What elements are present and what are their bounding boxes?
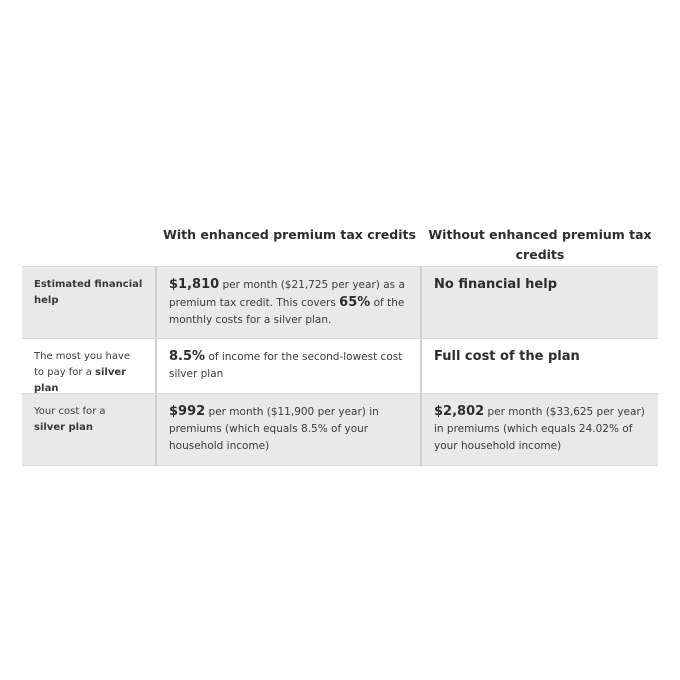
table-header-row xyxy=(22,222,658,266)
with-text-a: per month ($21,725 per year) as a premium tax credit. This covers xyxy=(169,279,405,309)
with-percent: 65% xyxy=(339,295,371,310)
row-label xyxy=(22,339,157,393)
cell-without-credits xyxy=(422,267,658,338)
with-text-a: per month ($11,900 per year) in premiums (which equals 8.5% of your household income) xyxy=(169,406,379,452)
row-label-bold: silver plan xyxy=(34,367,127,394)
header-without-credits: Without enhanced premium tax credits xyxy=(428,227,652,262)
with-amount: $992 xyxy=(169,404,206,419)
cell-without-credits xyxy=(422,339,658,393)
cell-with-credits xyxy=(157,339,422,393)
row-label-text: Estimated financial help xyxy=(34,279,143,306)
table-row-financial-help xyxy=(22,266,658,338)
header-empty xyxy=(22,222,157,266)
without-amount: No financial help xyxy=(434,277,558,292)
row-label xyxy=(22,394,157,465)
row-label-text: The most you have to pay for a xyxy=(34,351,131,378)
table-row-your-cost xyxy=(22,393,658,465)
row-label-text: Your cost for a xyxy=(34,406,106,417)
header-with-credits: With enhanced premium tax credits xyxy=(163,227,416,242)
without-amount: $2,802 xyxy=(434,404,485,419)
without-amount: Full cost of the plan xyxy=(434,349,580,364)
row-label-bold: silver plan xyxy=(34,422,93,433)
cell-with-credits xyxy=(157,394,422,465)
with-text-b: of the monthly costs for a silver plan. xyxy=(169,297,405,326)
comparison-table xyxy=(22,222,658,466)
without-text: per month ($33,625 per year) in premiums (which equals 24.02% of your household income) xyxy=(434,406,645,452)
row-label xyxy=(22,267,157,338)
with-amount: 8.5% xyxy=(169,349,206,364)
table-row-max-pay xyxy=(22,338,658,393)
cell-without-credits xyxy=(422,394,658,465)
with-amount: $1,810 xyxy=(169,277,220,292)
with-text-a: of income for the second-lowest cost silver plan xyxy=(169,351,403,380)
cell-with-credits xyxy=(157,267,422,338)
table-bottom-border xyxy=(22,465,658,466)
